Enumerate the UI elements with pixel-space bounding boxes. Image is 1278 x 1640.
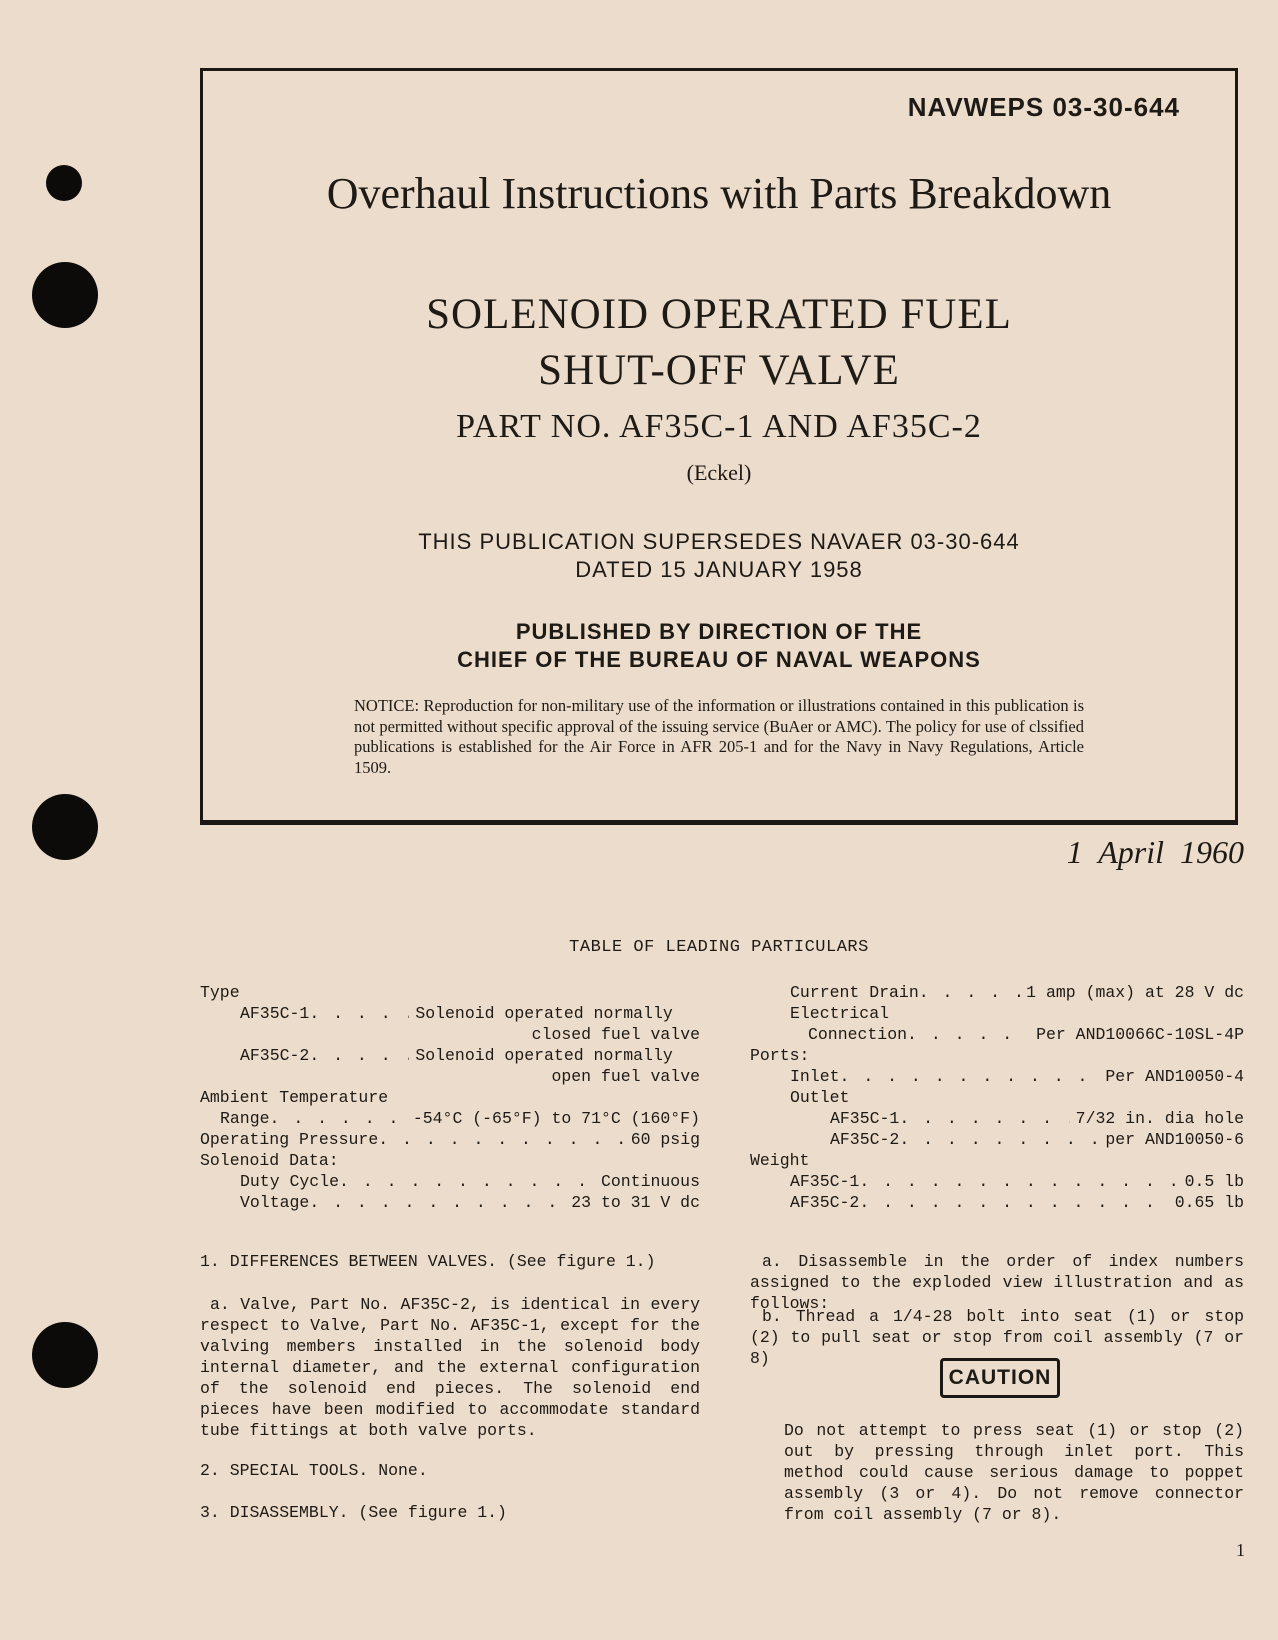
document-subtitle: Overhaul Instructions with Parts Breakdown (326, 169, 1112, 218)
current-value: 1 amp (max) at 28 V dc (1026, 983, 1244, 1002)
weight-label: Weight (750, 1151, 810, 1170)
caution-text: Do not attempt to press seat (1) or stop (2) out by pressing through inlet port. This method could cause serious damage to poppet assembly (3 or 4). Do not remove connector from coil assembly (7 or 8). (784, 1421, 1244, 1524)
weight-af35c1-label: AF35C-1 (790, 1172, 860, 1191)
voltage-value: 23 to 31 V dc (571, 1193, 700, 1212)
af35c1-type-value: Solenoid operated normally (415, 1004, 673, 1023)
weight-af35c1-row (790, 1171, 1244, 1192)
range-label: Range (220, 1109, 270, 1128)
binder-hole (32, 1322, 98, 1388)
inlet-label: Inlet (790, 1067, 840, 1086)
page-number: 1 (1236, 1540, 1245, 1560)
pressure-label: Operating Pressure (200, 1130, 379, 1149)
weight-af35c1-value: 0.5 lb (1184, 1172, 1244, 1191)
binder-hole (32, 794, 98, 860)
outlet-af35c2-value: per AND10050-6 (1105, 1130, 1244, 1149)
table-heading: TABLE OF LEADING PARTICULARS (569, 938, 869, 957)
document-number: NAVWEPS 03-30-644 (907, 92, 1180, 122)
af35c2-label: AF35C-2 (240, 1046, 310, 1065)
ambient-temp-label: Ambient Temperature (200, 1088, 389, 1107)
outlet-af35c2-row (830, 1129, 1244, 1150)
connection-row (808, 1024, 1244, 1045)
section-1-paragraph-a: a. Valve, Part No. AF35C-2, is identical in every respect to Valve, Part No. AF35C-1, except for the valving members installed in the solenoid body internal diameter, and the external configuration of the solenoid end pieces. The solenoid end pieces have been modified to accommodate standard tube fittings at both valve ports. (200, 1295, 700, 1440)
inlet-row (790, 1066, 1244, 1087)
af35c1-type-row (240, 1003, 700, 1024)
pressure-value: 60 psig (630, 1130, 700, 1149)
published-line-1: PUBLISHED BY DIRECTION OF THE (515, 619, 923, 644)
range-row (220, 1108, 700, 1129)
ports-label: Ports: (750, 1046, 810, 1065)
af35c1-type-value-2: closed fuel valve (531, 1025, 700, 1044)
published-by (200, 618, 1238, 674)
title-line-2: SHUT-OFF VALVE (538, 347, 900, 394)
outlet-af35c1-value: 7/32 in. dia hole (1075, 1109, 1244, 1128)
inlet-value: Per AND10050-4 (1105, 1067, 1244, 1086)
section-2-heading: 2. SPECIAL TOOLS. None. (200, 1461, 428, 1480)
voltage-row (240, 1192, 700, 1213)
supersedes-line-2: DATED 15 JANUARY 1958 (575, 557, 863, 582)
title-line-1: SOLENOID OPERATED FUEL (426, 291, 1012, 338)
outlet-label: Outlet (790, 1088, 850, 1107)
pressure-row (200, 1129, 700, 1150)
reproduction-notice: NOTICE: Reproduction for non-military use of the information or illustrations contained in this publication is not permitted without specific approval of the issuing service (BuAer or AMC). The policy for use of clssified publications is established for the Air Force in AFR 205-1 and for the Navy in Navy Regulations, Article 1509. (354, 696, 1084, 777)
voltage-label: Voltage (240, 1193, 310, 1212)
binder-hole (32, 262, 98, 328)
outlet-af35c2-label: AF35C-2 (830, 1130, 900, 1149)
duty-row (240, 1171, 700, 1192)
af35c2-type-value-2: open fuel valve (551, 1067, 700, 1086)
duty-label: Duty Cycle (240, 1172, 340, 1191)
paragraph-b: b. Thread a 1/4-28 bolt into seat (1) or stop (2) to pull seat or stop from coil assembly (7 or 8) (750, 1307, 1244, 1368)
caution-label: CAUTION (940, 1358, 1060, 1398)
weight-af35c2-label: AF35C-2 (790, 1193, 860, 1212)
solenoid-data-label: Solenoid Data: (200, 1151, 339, 1170)
manufacturer: (Eckel) (686, 460, 752, 485)
outlet-af35c1-row (830, 1108, 1244, 1129)
part-numbers: PART NO. AF35C-1 AND AF35C-2 (456, 408, 982, 445)
connection-value: Per AND10066C-10SL-4P (1036, 1025, 1244, 1044)
weight-af35c2-row (790, 1192, 1244, 1213)
electrical-label: Electrical (790, 1004, 890, 1023)
current-row (790, 982, 1244, 1003)
weight-af35c2-value: 0.65 lb (1174, 1193, 1244, 1212)
published-line-2: CHIEF OF THE BUREAU OF NAVAL WEAPONS (457, 647, 981, 672)
supersedes-line-1: THIS PUBLICATION SUPERSEDES NAVAER 03-30-644 (418, 529, 1020, 554)
af35c1-label: AF35C-1 (240, 1004, 310, 1023)
paragraph-a: a. Disassemble in the order of index numbers assigned to the exploded view illustration and as follows: (750, 1252, 1244, 1313)
af35c2-type-row (240, 1045, 700, 1066)
outlet-af35c1-label: AF35C-1 (830, 1109, 900, 1128)
af35c2-type-value: Solenoid operated normally (415, 1046, 673, 1065)
duty-value: Continuous (600, 1172, 700, 1191)
current-label: Current Drain (790, 983, 919, 1002)
section-1-heading: 1. DIFFERENCES BETWEEN VALVES. (See figure 1.) (200, 1252, 656, 1271)
binder-hole (46, 165, 82, 201)
section-3-heading: 3. DISASSEMBLY. (See figure 1.) (200, 1503, 507, 1522)
publication-date: 1 April 1960 (1066, 834, 1244, 870)
range-value: -54°C (-65°F) to 71°C (160°F) (412, 1109, 700, 1128)
connection-label: Connection (808, 1025, 908, 1044)
supersedes-statement (200, 528, 1238, 584)
type-label: Type (200, 983, 240, 1002)
